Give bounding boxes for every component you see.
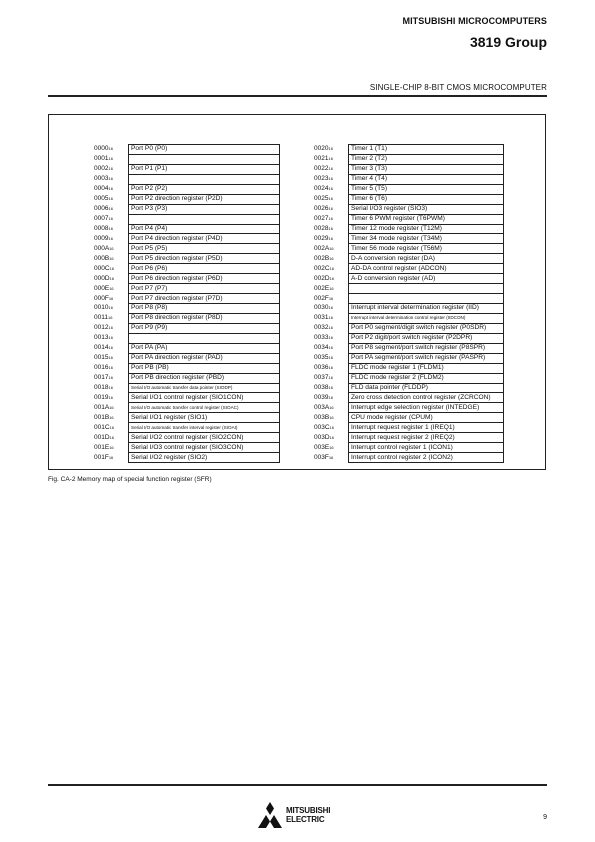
register-address: 001E16 — [94, 443, 114, 451]
register-address: 000716 — [94, 215, 113, 223]
register-row — [314, 294, 504, 304]
three-diamonds-icon — [256, 802, 284, 828]
hex-suffix: 16 — [108, 394, 113, 400]
register-name — [349, 294, 504, 304]
register-address: 000816 — [94, 224, 113, 232]
register-name: Port PA segment/port switch register (PASPR) — [349, 353, 504, 363]
register-row — [94, 413, 280, 423]
hex-suffix: 16 — [108, 225, 113, 231]
register-address: 003E16 — [314, 443, 334, 451]
register-address: 001316 — [94, 334, 113, 342]
hex-suffix: 16 — [108, 305, 113, 311]
hex-suffix: 16 — [108, 454, 114, 460]
register-name: Interrupt edge selection register (INTEDGE) — [349, 403, 504, 413]
register-address: 000016 — [94, 145, 113, 153]
register-address: 002A16 — [314, 244, 334, 252]
register-row — [94, 274, 280, 284]
register-name: Timer 12 mode register (T12M) — [349, 224, 504, 234]
register-name: Timer 34 mode register (T34M) — [349, 234, 504, 244]
register-address: 001216 — [94, 324, 113, 332]
header-rule — [48, 95, 547, 97]
register-name: Port P7 (P7) — [129, 284, 280, 294]
hex-suffix: 16 — [109, 285, 114, 291]
hex-suffix: 16 — [328, 315, 333, 321]
group-title: 3819 Group — [469, 34, 547, 50]
register-row — [314, 274, 504, 284]
register-name: Port P4 direction register (P4D) — [129, 234, 280, 244]
hex-suffix: 16 — [328, 375, 333, 381]
register-address: 000B16 — [94, 254, 114, 262]
register-name: Port P8 segment/port switch register (P8SPR) — [349, 343, 504, 353]
register-row — [94, 254, 280, 264]
hex-suffix: 16 — [329, 444, 334, 450]
hex-suffix: 16 — [329, 404, 334, 410]
hex-suffix: 16 — [328, 156, 333, 162]
register-address: 003216 — [314, 324, 333, 332]
hex-suffix: 16 — [328, 384, 333, 390]
register-row — [314, 204, 504, 214]
hex-suffix: 16 — [109, 255, 114, 261]
register-address: 002616 — [314, 205, 333, 213]
hex-suffix: 16 — [108, 186, 113, 192]
register-row — [314, 433, 504, 443]
register-address: 001416 — [94, 344, 113, 352]
register-name: Timer 6 PWM register (T6PWM) — [349, 214, 504, 224]
hex-suffix: 16 — [108, 206, 113, 212]
hex-suffix: 16 — [328, 454, 334, 460]
register-row — [314, 224, 504, 234]
hex-suffix: 16 — [328, 186, 333, 192]
register-address: 003D16 — [314, 433, 334, 441]
register-address: 002B16 — [314, 254, 334, 262]
register-row — [314, 154, 504, 164]
hex-suffix: 16 — [108, 355, 113, 361]
register-row — [94, 284, 280, 294]
register-address: 000C16 — [94, 264, 114, 272]
register-address: 002E16 — [314, 284, 334, 292]
hex-suffix: 16 — [108, 176, 113, 182]
hex-suffix: 16 — [108, 375, 113, 381]
register-name: Serial I/O automatic transfer control register (SIOAC) — [129, 403, 280, 413]
register-row — [314, 323, 504, 333]
register-address: 002016 — [314, 145, 333, 153]
register-address: 001716 — [94, 374, 113, 382]
register-name: CPU mode register (CPUM) — [349, 413, 504, 423]
register-row — [314, 363, 504, 373]
register-name: Serial I/O automatic transfer interval register (SIOAI) — [129, 423, 280, 433]
register-name: Serial I/O3 register (SIO3) — [349, 204, 504, 214]
register-address: 002C16 — [314, 264, 334, 272]
register-address: 000216 — [94, 165, 113, 173]
register-row — [94, 333, 280, 343]
hex-suffix: 16 — [329, 275, 334, 281]
register-name: Port P0 (P0) — [129, 145, 280, 155]
register-name: Serial I/O1 register (SIO1) — [129, 413, 280, 423]
register-address: 003716 — [314, 374, 333, 382]
register-address: 003C16 — [314, 423, 334, 431]
register-name: Timer 2 (T2) — [349, 154, 504, 164]
register-name: Port P8 (P8) — [129, 304, 280, 314]
register-name: Serial I/O2 control register (SIO2CON) — [129, 433, 280, 443]
register-row — [94, 214, 280, 224]
register-row — [314, 453, 504, 463]
register-row — [314, 174, 504, 184]
hex-suffix: 16 — [108, 156, 113, 162]
register-row — [94, 373, 280, 383]
company-name: MITSUBISHI MICROCOMPUTERS — [402, 16, 547, 26]
register-row — [94, 194, 280, 204]
register-name: Port P5 (P5) — [129, 244, 280, 254]
hex-suffix: 16 — [108, 166, 113, 172]
register-row — [94, 323, 280, 333]
register-row — [314, 214, 504, 224]
register-row — [94, 174, 280, 184]
hex-suffix: 16 — [328, 235, 333, 241]
register-address: 001F16 — [94, 453, 114, 461]
hex-suffix: 16 — [329, 414, 334, 420]
register-row — [314, 353, 504, 363]
register-address: 003A16 — [314, 403, 334, 411]
register-name: Interrupt request register 1 (IREQ1) — [349, 423, 504, 433]
hex-suffix: 16 — [328, 355, 333, 361]
register-row — [314, 145, 504, 155]
register-row — [314, 413, 504, 423]
register-address: 002816 — [314, 224, 333, 232]
register-name: Port P2 digit/port switch register (P2DPR) — [349, 333, 504, 343]
register-address: 001916 — [94, 393, 113, 401]
register-row — [94, 353, 280, 363]
hex-suffix: 16 — [109, 424, 114, 430]
register-name: Port P2 direction register (P2D) — [129, 194, 280, 204]
register-address: 001A16 — [94, 403, 114, 411]
hex-suffix: 16 — [108, 295, 114, 301]
register-name — [349, 284, 504, 294]
register-address: 002716 — [314, 215, 333, 223]
hex-suffix: 16 — [329, 265, 334, 271]
register-address: 000316 — [94, 175, 113, 183]
register-address: 001D16 — [94, 433, 114, 441]
register-address: 000416 — [94, 185, 113, 193]
register-address: 002416 — [314, 185, 333, 193]
register-name: Port P7 direction register (P7D) — [129, 294, 280, 304]
register-row — [94, 234, 280, 244]
hex-suffix: 16 — [328, 295, 334, 301]
sfr-table-left — [94, 144, 280, 463]
register-row — [314, 184, 504, 194]
register-address: 003B16 — [314, 413, 334, 421]
hex-suffix: 16 — [328, 225, 333, 231]
hex-suffix: 16 — [109, 414, 114, 420]
hex-suffix: 16 — [328, 176, 333, 182]
register-address: 001816 — [94, 383, 113, 391]
register-name: D-A conversion register (DA) — [349, 254, 504, 264]
register-row — [94, 154, 280, 164]
register-name: Timer 4 (T4) — [349, 174, 504, 184]
register-address: 003316 — [314, 334, 333, 342]
register-address: 000616 — [94, 205, 113, 213]
register-row — [314, 313, 504, 323]
register-row — [314, 443, 504, 453]
register-name: Timer 1 (T1) — [349, 145, 504, 155]
hex-suffix: 16 — [108, 325, 113, 331]
register-address: 000516 — [94, 195, 113, 203]
register-name: Port P3 (P3) — [129, 204, 280, 214]
register-row — [314, 333, 504, 343]
logo-text-line2: ELECTRIC — [286, 815, 325, 824]
register-name: Serial I/O3 control register (SIO3CON) — [129, 443, 280, 453]
register-name: Interrupt control register 2 (ICON2) — [349, 453, 504, 463]
register-row — [314, 164, 504, 174]
register-name: Interrupt control register 1 (ICON1) — [349, 443, 504, 453]
register-name: Port PB direction register (PBD) — [129, 373, 280, 383]
hex-suffix: 16 — [328, 325, 333, 331]
hex-suffix: 16 — [328, 146, 333, 152]
register-address: 003816 — [314, 383, 333, 391]
register-address: 002216 — [314, 165, 333, 173]
hex-suffix: 16 — [329, 255, 334, 261]
register-address: 001016 — [94, 304, 113, 312]
hex-suffix: 16 — [109, 404, 114, 410]
register-row — [94, 244, 280, 254]
register-name: Port P8 direction register (P8D) — [129, 313, 280, 323]
register-row — [314, 234, 504, 244]
register-row — [94, 294, 280, 304]
hex-suffix: 16 — [109, 265, 114, 271]
register-name: Timer 6 (T6) — [349, 194, 504, 204]
register-row — [94, 184, 280, 194]
register-address: 001616 — [94, 364, 113, 372]
register-address: 003116 — [314, 314, 333, 322]
hex-suffix: 16 — [108, 365, 113, 371]
register-row — [94, 264, 280, 274]
register-name: Port P0 segment/digit switch register (P0SDR) — [349, 323, 504, 333]
register-row — [94, 204, 280, 214]
hex-suffix: 16 — [109, 444, 114, 450]
hex-suffix: 16 — [328, 216, 333, 222]
hex-suffix: 16 — [109, 245, 114, 251]
hex-suffix: 16 — [328, 365, 333, 371]
register-row — [314, 254, 504, 264]
register-address: 003F16 — [314, 453, 334, 461]
product-subtitle: SINGLE-CHIP 8-BIT CMOS MICROCOMPUTER — [369, 83, 547, 92]
register-address: 003416 — [314, 344, 333, 352]
register-row — [314, 383, 504, 393]
register-address: 003916 — [314, 393, 333, 401]
logo-text-line1: MITSUBISHI — [286, 806, 331, 815]
register-row — [94, 164, 280, 174]
register-row — [94, 443, 280, 453]
register-row — [94, 313, 280, 323]
mitsubishi-logo — [256, 802, 346, 828]
register-row — [94, 453, 280, 463]
hex-suffix: 16 — [108, 384, 113, 390]
register-row — [94, 224, 280, 234]
register-row — [314, 244, 504, 254]
hex-suffix: 16 — [328, 196, 333, 202]
register-name: Port P5 direction register (P5D) — [129, 254, 280, 264]
hex-suffix: 16 — [329, 434, 334, 440]
register-name: Interrupt request register 2 (IREQ2) — [349, 433, 504, 443]
hex-suffix: 16 — [328, 166, 333, 172]
register-name: Port P4 (P4) — [129, 224, 280, 234]
register-name: Interrupt interval determination control register (IIDCON) — [349, 313, 504, 323]
register-address: 000116 — [94, 155, 113, 163]
register-row — [94, 343, 280, 353]
hex-suffix: 16 — [108, 235, 113, 241]
register-name: Port P2 (P2) — [129, 184, 280, 194]
register-name: Port P9 (P9) — [129, 323, 280, 333]
register-name — [129, 154, 280, 164]
register-address: 002116 — [314, 155, 333, 163]
register-name: A-D conversion register (AD) — [349, 274, 504, 284]
register-address: 002516 — [314, 195, 333, 203]
register-address: 002316 — [314, 175, 333, 183]
hex-suffix: 16 — [109, 275, 114, 281]
register-address: 001C16 — [94, 423, 114, 431]
register-address: 003616 — [314, 364, 333, 372]
register-address: 003516 — [314, 354, 333, 362]
register-address: 003016 — [314, 304, 333, 312]
hex-suffix: 16 — [328, 335, 333, 341]
hex-suffix: 16 — [329, 424, 334, 430]
register-name: Timer 56 mode register (T56M) — [349, 244, 504, 254]
register-row — [314, 423, 504, 433]
register-row — [314, 264, 504, 274]
register-address: 001B16 — [94, 413, 114, 421]
register-address: 000A16 — [94, 244, 114, 252]
figure-caption: Fig. CA-2 Memory map of special function register (SFR) — [48, 476, 212, 483]
hex-suffix: 16 — [109, 434, 114, 440]
register-name: Port P6 (P6) — [129, 264, 280, 274]
register-address: 000D16 — [94, 274, 114, 282]
hex-suffix: 16 — [328, 305, 333, 311]
page-number: 9 — [543, 814, 547, 821]
register-name: Port P6 direction register (P6D) — [129, 274, 280, 284]
register-name: Port PA direction register (PAD) — [129, 353, 280, 363]
register-name: FLDC mode register 2 (FLDM2) — [349, 373, 504, 383]
register-name — [129, 214, 280, 224]
register-name: Timer 3 (T3) — [349, 164, 504, 174]
hex-suffix: 16 — [328, 345, 333, 351]
hex-suffix: 16 — [108, 216, 113, 222]
register-row — [94, 393, 280, 403]
register-row — [314, 403, 504, 413]
hex-suffix: 16 — [328, 206, 333, 212]
hex-suffix: 16 — [329, 245, 334, 251]
register-name: Port PA (PA) — [129, 343, 280, 353]
register-address: 000E16 — [94, 284, 114, 292]
hex-suffix: 16 — [328, 394, 333, 400]
register-row — [94, 433, 280, 443]
hex-suffix: 16 — [108, 345, 113, 351]
register-row — [314, 304, 504, 314]
register-name: FLDC mode register 1 (FLDM1) — [349, 363, 504, 373]
hex-suffix: 16 — [107, 315, 113, 321]
hex-suffix: 16 — [108, 335, 113, 341]
register-name: AD-DA control register (ADCON) — [349, 264, 504, 274]
register-address: 002D16 — [314, 274, 334, 282]
register-name: Serial I/O automatic transfer data pointer (SIODP) — [129, 383, 280, 393]
register-row — [314, 373, 504, 383]
register-name: Port PB (PB) — [129, 363, 280, 373]
register-address: 001516 — [94, 354, 113, 362]
register-name: FLD data pointer (FLDDP) — [349, 383, 504, 393]
hex-suffix: 16 — [329, 285, 334, 291]
register-address: 000F16 — [94, 294, 114, 302]
register-name: Serial I/O1 control register (SIO1CON) — [129, 393, 280, 403]
register-row — [314, 284, 504, 294]
hex-suffix: 16 — [108, 146, 113, 152]
footer-rule — [48, 784, 547, 786]
sfr-table-right — [314, 144, 504, 463]
register-row — [94, 304, 280, 314]
register-row — [314, 393, 504, 403]
register-row — [314, 343, 504, 353]
register-row — [94, 423, 280, 433]
register-row — [94, 145, 280, 155]
register-name: Interrupt interval determination register (IID) — [349, 304, 504, 314]
register-row — [94, 403, 280, 413]
register-name — [129, 333, 280, 343]
register-name: Serial I/O2 register (SIO2) — [129, 453, 280, 463]
register-address: 000916 — [94, 234, 113, 242]
register-row — [94, 383, 280, 393]
register-name: Timer 5 (T5) — [349, 184, 504, 194]
register-name: Zero cross detection control register (ZCRCON) — [349, 393, 504, 403]
hex-suffix: 16 — [108, 196, 113, 202]
register-address: 001116 — [94, 314, 113, 322]
register-row — [94, 363, 280, 373]
register-row — [314, 194, 504, 204]
register-name: Port P1 (P1) — [129, 164, 280, 174]
register-address: 002F16 — [314, 294, 334, 302]
register-address: 002916 — [314, 234, 333, 242]
register-name — [129, 174, 280, 184]
